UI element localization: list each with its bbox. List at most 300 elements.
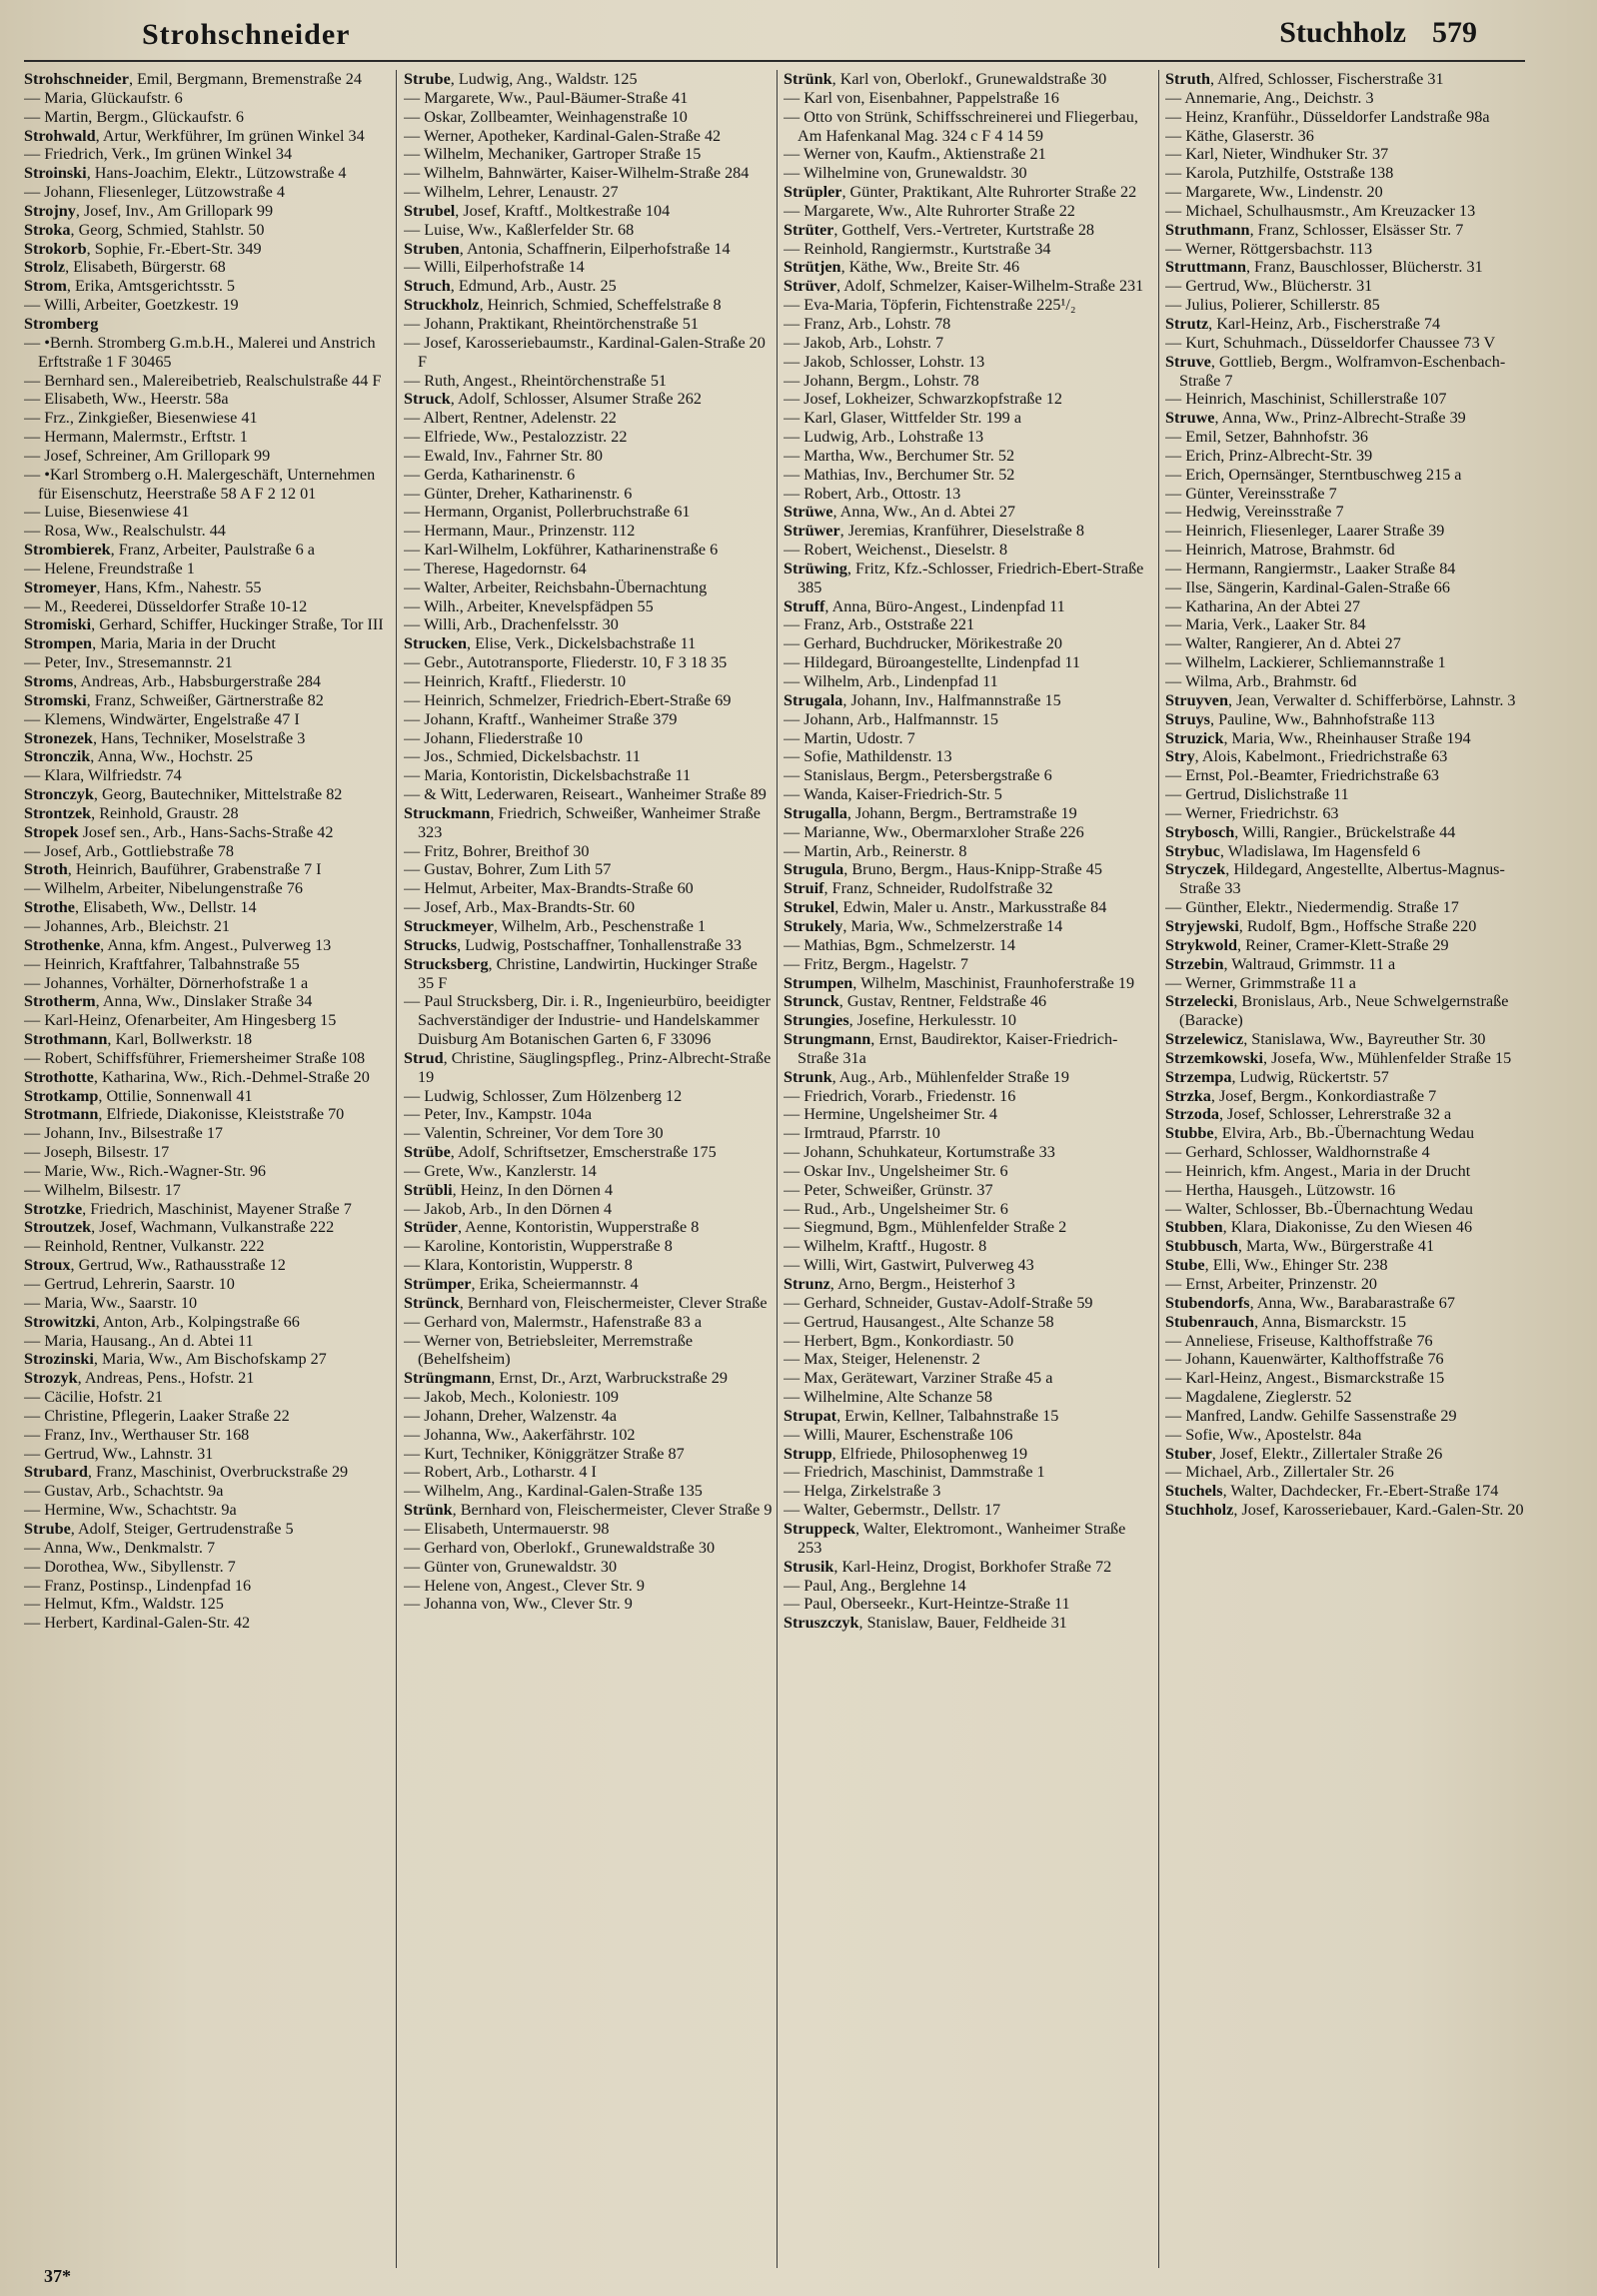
- entry-details: — Heinrich, Matrose, Brahmstr. 6d: [1165, 541, 1395, 560]
- entry-details: , Heinz, In den Dörnen 4: [452, 1180, 614, 1199]
- directory-entry: [404, 1237, 774, 1256]
- directory-entry: [404, 1087, 774, 1106]
- directory-entry: [1165, 1218, 1530, 1237]
- entry-surname: Struth: [1165, 70, 1210, 88]
- entry-details: — Maria, Glückaufstr. 6: [24, 88, 183, 107]
- entry-details: , Andreas, Arb., Habsburgerstraße 284: [73, 672, 322, 690]
- entry-surname: Stuchels: [1165, 1482, 1223, 1501]
- entry-surname: Strungmann: [784, 1030, 871, 1049]
- entry-details: — Annemarie, Ang., Deichstr. 3: [1165, 88, 1374, 107]
- column-1: [24, 70, 394, 2268]
- entry-details: — Karl-Heinz, Ofenarbeiter, Am Hingesberg 15: [24, 1011, 337, 1030]
- entry-details: — Gertrud, Ww., Lahnstr. 31: [24, 1444, 214, 1463]
- entry-details: — Karl, Glaser, Wittfelder Str. 199 a: [784, 409, 1022, 428]
- directory-entry: [404, 955, 774, 993]
- entry-details: — Sofie, Mathildenstr. 13: [784, 747, 952, 766]
- entry-details: , Friedrich, Schweißer, Wanheimer Straße 323: [418, 803, 761, 841]
- entry-details: — Heinrich, Schmelzer, Friedrich-Ebert-Straße 69: [404, 690, 732, 709]
- directory-entry: [404, 917, 774, 936]
- entry-details: — Josef, Arb., Max-Brandts-Str. 60: [404, 898, 636, 917]
- header-right: [1279, 16, 1477, 50]
- directory-entry: [24, 1181, 394, 1200]
- entry-details: , Georg, Schmied, Stahlstr. 50: [70, 220, 265, 239]
- directory-entry: [784, 804, 1153, 823]
- directory-entry: [404, 560, 774, 578]
- directory-entry: [784, 485, 1153, 504]
- directory-entry: [784, 1463, 1153, 1482]
- entry-details: — Robert, Schiffsführer, Friemersheimer Straße 108: [24, 1048, 366, 1067]
- directory-entry: [404, 315, 774, 334]
- directory-entry: [1165, 183, 1530, 202]
- directory-entry: [784, 522, 1153, 541]
- entry-details: — Bernhard sen., Malereibetrieb, Realschulstraße 44 F: [24, 371, 382, 390]
- entry-details: — Johann, Fliesenleger, Lützowstraße 4: [24, 183, 285, 202]
- directory-entry: [1165, 634, 1530, 653]
- directory-entry: [24, 785, 394, 804]
- entry-details: — Elisabeth, Untermauerstr. 98: [404, 1519, 610, 1538]
- directory-entry: [1165, 1463, 1530, 1482]
- entry-details: — Hedwig, Vereinsstraße 7: [1165, 503, 1344, 522]
- entry-details: — Katharina, An der Abtei 27: [1165, 596, 1361, 615]
- entry-details: , Anna, Ww., Dinslaker Straße 34: [95, 992, 313, 1011]
- entry-surname: Strütjen: [784, 258, 841, 277]
- entry-details: , Emil, Bergmann, Bremenstraße 24: [128, 70, 362, 88]
- entry-details: — Sofie, Ww., Apostelstr. 84a: [1165, 1425, 1362, 1444]
- directory-entry: [784, 372, 1153, 391]
- directory-entry: [404, 615, 774, 634]
- directory-entry: [24, 710, 394, 729]
- entry-details: , Ludwig, Postschaffner, Tonhallenstraße 33: [457, 935, 742, 954]
- entry-surname: Strud: [404, 1048, 444, 1067]
- directory-entry: [404, 485, 774, 504]
- entry-details: — Johann, Dreher, Walzenstr. 4a: [404, 1406, 618, 1425]
- directory-entry: [24, 1388, 394, 1407]
- entry-details: — Wilhelm, Arbeiter, Nibelungenstraße 76: [24, 879, 303, 898]
- entry-details: , Josef, Schlosser, Lehrerstraße 32 a: [1218, 1105, 1452, 1124]
- entry-details: — Herbert, Kardinal-Galen-Str. 42: [24, 1614, 251, 1633]
- directory-entry: [404, 1407, 774, 1426]
- directory-entry: [1165, 653, 1530, 672]
- entry-details: — Willi, Wirt, Gastwirt, Pulverweg 43: [784, 1256, 1034, 1275]
- entry-details: — Emil, Setzer, Bahnhofstr. 36: [1165, 428, 1369, 447]
- directory-entry: [24, 409, 394, 428]
- entry-details: — Irmtraud, Pfarrstr. 10: [784, 1124, 940, 1143]
- column-divider: [777, 70, 778, 2268]
- entry-surname: Strungies: [784, 1011, 849, 1030]
- directory-entry: [784, 823, 1153, 842]
- directory-entry: [1165, 615, 1530, 634]
- directory-entry: [24, 1256, 394, 1275]
- entry-details: , Josefa, Ww., Mühlenfelder Straße 15: [1263, 1048, 1512, 1067]
- entry-details: , Anna, Ww., Hochstr. 25: [90, 747, 254, 766]
- entry-surname: Struszczyk: [784, 1614, 859, 1633]
- entry-surname: Strucken: [404, 634, 467, 653]
- entry-surname: Strutz: [1165, 314, 1209, 333]
- directory-entry: [24, 578, 394, 597]
- directory-entry: [24, 1162, 394, 1181]
- entry-surname: Stubendorfs: [1165, 1293, 1250, 1312]
- entry-details: , Artur, Werkführer, Im grünen Winkel 34: [95, 126, 365, 145]
- directory-entry: [784, 1200, 1153, 1219]
- directory-entry: [1165, 1501, 1530, 1520]
- directory-entry: [1165, 842, 1530, 861]
- entry-details: , Alois, Kabelmont., Friedrichstraße 63: [1194, 747, 1448, 766]
- directory-entry: [1165, 1105, 1530, 1124]
- entry-surname: Strunz: [784, 1275, 830, 1293]
- directory-entry: [1165, 89, 1530, 108]
- directory-entry: [24, 372, 394, 391]
- entry-details: , Christine, Landwirtin, Huckinger Straße 35 F: [418, 954, 758, 992]
- directory-entry: [784, 1482, 1153, 1501]
- directory-entry: [404, 879, 774, 898]
- entry-details: , Elise, Verk., Dickelsbachstraße 11: [466, 634, 697, 653]
- entry-details: — Johanna von, Ww., Clever Str. 9: [404, 1595, 633, 1614]
- directory-entry: [784, 974, 1153, 993]
- directory-entry: [24, 842, 394, 861]
- entry-surname: Strzemkowski: [1165, 1048, 1264, 1067]
- entry-details: , Ernst, Dr., Arzt, Warbruckstraße 29: [491, 1369, 728, 1388]
- entry-details: — Martin, Udostr. 7: [784, 728, 915, 747]
- directory-entry: [784, 672, 1153, 691]
- entry-details: — Anneliese, Friseuse, Kalthoffstraße 76: [1165, 1331, 1433, 1350]
- entry-surname: Strüpler: [784, 183, 842, 202]
- directory-entry: [784, 634, 1153, 653]
- entry-details: — Wilhelm, Bahnwärter, Kaiser-Wilhelm-Straße 284: [404, 164, 750, 183]
- entry-surname: Strykwold: [1165, 935, 1237, 954]
- entry-surname: Stubbusch: [1165, 1237, 1238, 1256]
- directory-entry: [784, 390, 1153, 409]
- entry-details: , Johann, Bergm., Bertramstraße 19: [846, 803, 1077, 822]
- directory-entry: [24, 1350, 394, 1369]
- entry-details: — Martin, Bergm., Glückaufstr. 6: [24, 107, 245, 126]
- directory-entry: [1165, 1294, 1530, 1313]
- directory-entry: [784, 1388, 1153, 1407]
- entry-surname: Struthmann: [1165, 220, 1250, 239]
- directory-entry: [404, 1294, 774, 1313]
- entry-details: — Maria, Ww., Saarstr. 10: [24, 1293, 198, 1312]
- entry-details: , Elvira, Arb., Bb.-Übernachtung Wedau: [1213, 1124, 1475, 1143]
- directory-entry: [1165, 541, 1530, 560]
- entry-details: — Margarete, Ww., Lindenstr. 20: [1165, 183, 1383, 202]
- entry-surname: Strübli: [404, 1180, 453, 1199]
- directory-entry: [784, 860, 1153, 879]
- directory-entry: [24, 1030, 394, 1049]
- entry-surname: Strumpen: [784, 973, 853, 992]
- entry-details: , Jean, Verwalter d. Schifferbörse, Lahnstr. 3: [1227, 690, 1516, 709]
- entry-details: , Elisabeth, Ww., Dellstr. 14: [74, 898, 257, 917]
- directory-entry: [1165, 1256, 1530, 1275]
- directory-entry: [784, 221, 1153, 240]
- entry-details: — Rud., Arb., Ungelsheimer Str. 6: [784, 1199, 1008, 1218]
- directory-entry: [404, 691, 774, 710]
- directory-entry: [24, 653, 394, 672]
- entry-details: — Fritz, Bohrer, Breithof 30: [404, 841, 590, 860]
- directory-entry: [404, 1520, 774, 1539]
- directory-entry: [24, 428, 394, 447]
- entry-details: , Maria, Ww., Am Bischofskamp 27: [93, 1350, 327, 1369]
- directory-entry: [24, 108, 394, 127]
- entry-details: — Wilhelm, Bilsestr. 17: [24, 1180, 181, 1199]
- directory-entry: [24, 823, 394, 842]
- directory-entry: [1165, 804, 1530, 823]
- entry-details: — Heinrich, Kraftfahrer, Talbahnstraße 55: [24, 954, 300, 973]
- entry-details: — Joseph, Bilsestr. 17: [24, 1143, 170, 1162]
- directory-entry: [1165, 1143, 1530, 1162]
- entry-details: — Hermann, Rangiermstr., Laaker Straße 84: [1165, 559, 1456, 577]
- entry-surname: Strüwing: [784, 559, 847, 577]
- directory-entry: [1165, 1068, 1530, 1087]
- entry-surname: Stubben: [1165, 1218, 1223, 1237]
- directory-entry: [784, 1068, 1153, 1087]
- directory-entry: [24, 1463, 394, 1482]
- entry-details: — Wilhelm, Kraftf., Hugostr. 8: [784, 1237, 987, 1256]
- directory-entry: [1165, 240, 1530, 259]
- entry-surname: Struff: [784, 596, 825, 615]
- directory-entry: [1165, 898, 1530, 917]
- header-left-keyword: Strohschneider: [142, 18, 351, 51]
- directory-entry: [24, 1577, 394, 1596]
- entry-surname: Strzka: [1165, 1086, 1211, 1105]
- entry-surname: Strukel: [784, 898, 835, 917]
- entry-details: — Grete, Ww., Kanzlerstr. 14: [404, 1161, 597, 1180]
- directory-entry: [24, 164, 394, 183]
- entry-surname: Strünck: [404, 1293, 460, 1312]
- entry-surname: Stry: [1165, 747, 1195, 766]
- entry-details: — Franz, Postinsp., Lindenpfad 16: [24, 1576, 252, 1595]
- entry-details: , Josef, Bergm., Konkordiastraße 7: [1210, 1086, 1437, 1105]
- directory-entry: [784, 691, 1153, 710]
- entry-details: — Jakob, Arb., Lohstr. 7: [784, 333, 944, 352]
- entry-details: — Maria, Verk., Laaker Str. 84: [1165, 615, 1366, 634]
- entry-surname: Stromberg: [24, 314, 99, 333]
- directory-entry: [404, 541, 774, 560]
- directory-entry: [1165, 1313, 1530, 1332]
- entry-details: — Max, Steiger, Helenenstr. 2: [784, 1350, 980, 1369]
- entry-details: — Hermann, Maur., Prinzenstr. 112: [404, 522, 636, 541]
- directory-entry: [404, 466, 774, 485]
- directory-entry: [1165, 747, 1530, 766]
- directory-entry: [784, 447, 1153, 466]
- directory-entry: [24, 390, 394, 409]
- directory-entry: [24, 691, 394, 710]
- entry-surname: Strube: [404, 70, 451, 88]
- directory-entry: [24, 1275, 394, 1294]
- entry-surname: Stube: [1165, 1256, 1205, 1275]
- directory-entry: [784, 653, 1153, 672]
- directory-entry: [1165, 221, 1530, 240]
- directory-entry: [24, 1520, 394, 1539]
- entry-details: , Ernst, Baudirektor, Kaiser-Friedrich-Straße 31a: [798, 1030, 1118, 1067]
- entry-details: , Franz, Arbeiter, Paulstraße 6 a: [110, 541, 315, 560]
- entry-details: — Gerhard, Schneider, Gustav-Adolf-Straße 59: [784, 1293, 1093, 1312]
- directory-entry: [1165, 1237, 1530, 1256]
- directory-entry: [1165, 1275, 1530, 1294]
- directory-entry: [784, 1105, 1153, 1124]
- directory-entry: [1165, 447, 1530, 466]
- entry-details: , Josef, Wachmann, Vulkanstraße 222: [91, 1218, 335, 1237]
- entry-surname: Strzempa: [1165, 1067, 1232, 1086]
- entry-details: — Karoline, Kontoristin, Wupperstraße 8: [404, 1237, 673, 1256]
- entry-details: — Reinhold, Rentner, Vulkanstr. 222: [24, 1237, 265, 1256]
- entry-details: — Manfred, Landw. Gehilfe Sassenstraße 29: [1165, 1406, 1457, 1425]
- entry-details: , Willi, Rangier., Brückelstraße 44: [1234, 822, 1456, 841]
- entry-details: — Hildegard, Büroangestellte, Lindenpfad 11: [784, 653, 1080, 672]
- entry-details: , Aug., Arb., Mühlenfelder Straße 19: [831, 1067, 1069, 1086]
- entry-details: , Klara, Diakonisse, Zu den Wiesen 46: [1222, 1218, 1473, 1237]
- entry-details: , Ludwig, Rückertstr. 57: [1231, 1067, 1389, 1086]
- directory-entry: [784, 1614, 1153, 1633]
- entry-details: , Erwin, Kellner, Talbahnstraße 15: [836, 1406, 1059, 1425]
- entry-details: , Anna, Büro-Angest., Lindenpfad 11: [824, 596, 1065, 615]
- directory-entry: [404, 1445, 774, 1464]
- entry-surname: Struwe: [1165, 409, 1215, 428]
- entry-details: — Ludwig, Arb., Lohstraße 13: [784, 428, 984, 447]
- directory-entry: [24, 221, 394, 240]
- entry-surname: Struyven: [1165, 690, 1228, 709]
- entry-details: , Elli, Ww., Ehinger Str. 238: [1204, 1256, 1388, 1275]
- entry-details: , Josefine, Herkulesstr. 10: [848, 1011, 1016, 1030]
- entry-details: — Werner von, Betriebsleiter, Merremstraße (Behelfsheim): [404, 1331, 694, 1369]
- entry-details: , Elfriede, Diakonisse, Kleiststraße 70: [98, 1105, 345, 1124]
- directory-entry: [1165, 428, 1530, 447]
- entry-surname: Strotherm: [24, 992, 96, 1011]
- entry-details: , Gerhard, Schiffer, Huckinger Straße, Tor III: [91, 615, 384, 634]
- directory-entry: [24, 1011, 394, 1030]
- directory-entry: [404, 428, 774, 447]
- directory-entry: [784, 258, 1153, 277]
- entry-details: , Josef, Karosseriebauer, Kard.-Galen-Str. 20: [1233, 1501, 1524, 1520]
- entry-details: — Werner von, Kaufm., Aktienstraße 21: [784, 145, 1046, 164]
- directory-entry: [24, 1407, 394, 1426]
- entry-details: , Josef, Elektr., Zillertaler Straße 26: [1211, 1444, 1443, 1463]
- directory-entry: [404, 1143, 774, 1162]
- column-divider: [1158, 70, 1159, 2268]
- entry-details: , Friedrich, Maschinist, Mayener Straße 7: [82, 1199, 352, 1218]
- entry-details: , Bernhard von, Fleischermeister, Clever Straße: [459, 1293, 768, 1312]
- directory-entry: [784, 597, 1153, 616]
- entry-surname: Strokorb: [24, 239, 87, 258]
- entry-details: Josef sen., Arb., Hans-Sachs-Straße 42: [78, 822, 334, 841]
- entry-details: — Robert, Arb., Ottostr. 13: [784, 484, 961, 503]
- entry-details: — •Karl Stromberg o.H. Malergeschäft, Unternehmen für Eisenschutz, Heerstraße 58 A F 2 12 01: [24, 465, 376, 503]
- entry-details: , Walter, Elektromont., Wanheimer Straße 253: [798, 1519, 1126, 1557]
- directory-entry: [404, 503, 774, 522]
- directory-entry: [1165, 860, 1530, 898]
- directory-entry: [1165, 992, 1530, 1030]
- entry-details: , Käthe, Ww., Breite Str. 46: [840, 258, 1020, 277]
- directory-entry: [784, 1162, 1153, 1181]
- directory-entry: [404, 860, 774, 879]
- directory-entry: [1165, 1482, 1530, 1501]
- directory-entry: [404, 108, 774, 127]
- directory-entry: [404, 1595, 774, 1614]
- directory-entry: [784, 615, 1153, 634]
- entry-details: , Christine, Säuglingspfleg., Prinz-Albrecht-Straße 19: [418, 1048, 772, 1086]
- header-right-keyword: Stuchholz: [1279, 16, 1406, 49]
- directory-entry: [24, 747, 394, 766]
- directory-entry: [404, 1482, 774, 1501]
- directory-entry: [1165, 503, 1530, 522]
- entry-details: — Mathias, Bgm., Schmelzerstr. 14: [784, 935, 1015, 954]
- directory-entry: [1165, 485, 1530, 504]
- entry-details: — Martin, Arb., Reinerstr. 8: [784, 841, 967, 860]
- entry-surname: Strümper: [404, 1275, 472, 1293]
- entry-surname: Strybosch: [1165, 822, 1235, 841]
- directory-entry: [404, 145, 774, 164]
- directory-entry: [24, 766, 394, 785]
- entry-details: — Heinrich, Fliesenleger, Laarer Straße 39: [1165, 522, 1445, 541]
- entry-details: — Klemens, Windwärter, Engelstraße 47 I: [24, 709, 300, 728]
- directory-entry: [24, 992, 394, 1011]
- entry-details: , Adolf, Schriftsetzer, Emscherstraße 175: [450, 1143, 717, 1162]
- entry-details: , Stanislaw, Bauer, Feldheide 31: [858, 1614, 1067, 1633]
- entry-details: — Oskar, Zollbeamter, Weinhagenstraße 10: [404, 107, 688, 126]
- directory-entry: [404, 597, 774, 616]
- entry-details: — Gerhard, Buchdrucker, Mörikestraße 20: [784, 634, 1062, 653]
- directory-entry: [24, 240, 394, 259]
- entry-surname: Struys: [1165, 709, 1210, 728]
- directory-entry: [1165, 390, 1530, 409]
- entry-details: , Adolf, Schlosser, Alsumer Straße 262: [450, 390, 702, 409]
- entry-surname: Strothe: [24, 898, 75, 917]
- directory-entry: [404, 240, 774, 259]
- entry-details: , Hans, Kfm., Nahestr. 55: [96, 577, 262, 596]
- directory-entry: [784, 1577, 1153, 1596]
- directory-entry: [24, 729, 394, 748]
- directory-entry: [784, 785, 1153, 804]
- directory-entry: [24, 1200, 394, 1219]
- directory-entry: [784, 164, 1153, 183]
- directory-entry: [1165, 466, 1530, 485]
- entry-details: , Jeremias, Kranführer, Dieselstraße 8: [839, 522, 1084, 541]
- entry-surname: Strzebin: [1165, 954, 1224, 973]
- directory-entry: [404, 898, 774, 917]
- directory-entry: [1165, 823, 1530, 842]
- directory-entry: [784, 992, 1153, 1011]
- directory-entry: [784, 1124, 1153, 1143]
- directory-entry: [24, 145, 394, 164]
- entry-surname: Strugula: [784, 860, 844, 879]
- entry-details: — Eva-Maria, Töpferin, Fichtenstraße 225¹/₂: [784, 296, 1076, 315]
- entry-details: — Heinrich, Kraftf., Fliederstr. 10: [404, 672, 627, 690]
- entry-details: — Luise, Ww., Kaßlerfelder Str. 68: [404, 220, 635, 239]
- directory-entry: [404, 164, 774, 183]
- directory-entry: [784, 277, 1153, 296]
- directory-entry: [784, 503, 1153, 522]
- directory-entry: [404, 1388, 774, 1407]
- entry-details: — Kurt, Schuhmach., Düsseldorfer Chaussee 73 V: [1165, 333, 1496, 352]
- entry-surname: Strüngmann: [404, 1369, 492, 1388]
- directory-entry: [784, 1011, 1153, 1030]
- entry-details: , Karl-Heinz, Drogist, Borkhofer Straße 72: [833, 1557, 1112, 1576]
- directory-entry: [404, 127, 774, 146]
- entry-details: — Franz, Arb., Oststraße 221: [784, 615, 975, 634]
- entry-surname: Stroux: [24, 1256, 71, 1275]
- directory-entry: [404, 710, 774, 729]
- directory-entry: [1165, 691, 1530, 710]
- directory-entry: [404, 447, 774, 466]
- entry-details: , Ottilie, Sonnenwall 41: [98, 1086, 253, 1105]
- entry-details: — Magdalene, Zieglerstr. 52: [1165, 1388, 1352, 1407]
- entry-details: — Klara, Kontoristin, Wupperstr. 8: [404, 1256, 633, 1275]
- directory-entry: [404, 992, 774, 1049]
- entry-details: — Erich, Prinz-Albrecht-Str. 39: [1165, 446, 1373, 465]
- directory-entry: [24, 1558, 394, 1577]
- directory-entry: [24, 1614, 394, 1633]
- entry-surname: Strotkamp: [24, 1086, 99, 1105]
- directory-entry: [1165, 955, 1530, 974]
- entry-details: — Wilma, Arb., Brahmstr. 6d: [1165, 672, 1357, 690]
